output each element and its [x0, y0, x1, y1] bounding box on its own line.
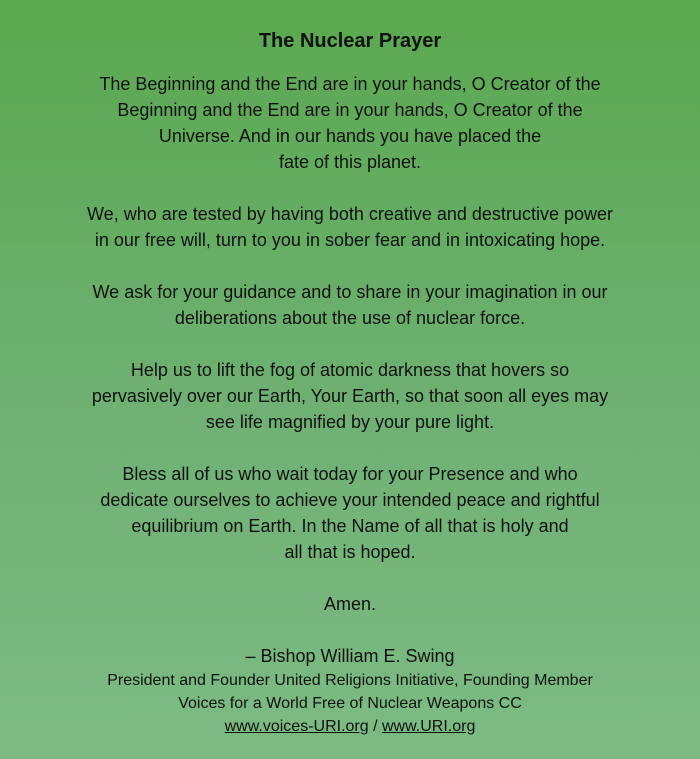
paragraph-line: We, who are tested by having both creative and destructive power — [87, 204, 613, 224]
paragraph-3 — [0, 279, 700, 331]
paragraph-line: in our free will, turn to you in sober fear and in intoxicating hope. — [94, 230, 606, 250]
signature: – Bishop William E. Swing — [245, 646, 455, 666]
paragraph-5 — [0, 461, 700, 565]
paragraph-line: Bless all of us who wait today for your Presence and who — [122, 464, 578, 484]
paragraph-line: Help us to lift the fog of atomic darkness that hovers so — [130, 360, 570, 380]
uri-link[interactable]: www.URI.org — [382, 718, 476, 735]
links-line — [0, 715, 700, 738]
voices-uri-link[interactable]: www.voices-URI.org — [224, 718, 369, 735]
paragraph-4 — [0, 357, 700, 435]
paragraph-line: equilibrium on Earth. In the Name of all that is holy and — [131, 516, 569, 536]
paragraph-line: all that is hoped. — [284, 542, 416, 562]
paragraph-line: deliberations about the use of nuclear force. — [174, 308, 526, 328]
paragraph-line: Universe. And in our hands you have placed the — [158, 126, 542, 146]
credential-line: President and Founder United Religions Initiative, Founding Member — [107, 672, 593, 689]
paragraph-line: see life magnified by your pure light. — [205, 412, 495, 432]
credential-line: Voices for a World Free of Nuclear Weapons CC — [178, 695, 522, 712]
paragraph-line: fate of this planet. — [278, 152, 422, 172]
paragraph-line: Beginning and the End are in your hands, O Creator of the — [117, 100, 583, 120]
paragraph-line: pervasively over our Earth, Your Earth, so that soon all eyes may — [91, 386, 609, 406]
link-separator: / — [368, 718, 382, 735]
closing-amen: Amen. — [323, 594, 377, 614]
prayer-body — [0, 71, 700, 738]
paragraph-line: dedicate ourselves to achieve your intended peace and rightful — [100, 490, 600, 510]
page-title: The Nuclear Prayer — [258, 30, 442, 52]
paragraph-line: We ask for your guidance and to share in your imagination in our — [92, 282, 608, 302]
paragraph-1 — [0, 71, 700, 175]
paragraph-2 — [0, 201, 700, 253]
paragraph-line: The Beginning and the End are in your hands, O Creator of the — [99, 74, 601, 94]
